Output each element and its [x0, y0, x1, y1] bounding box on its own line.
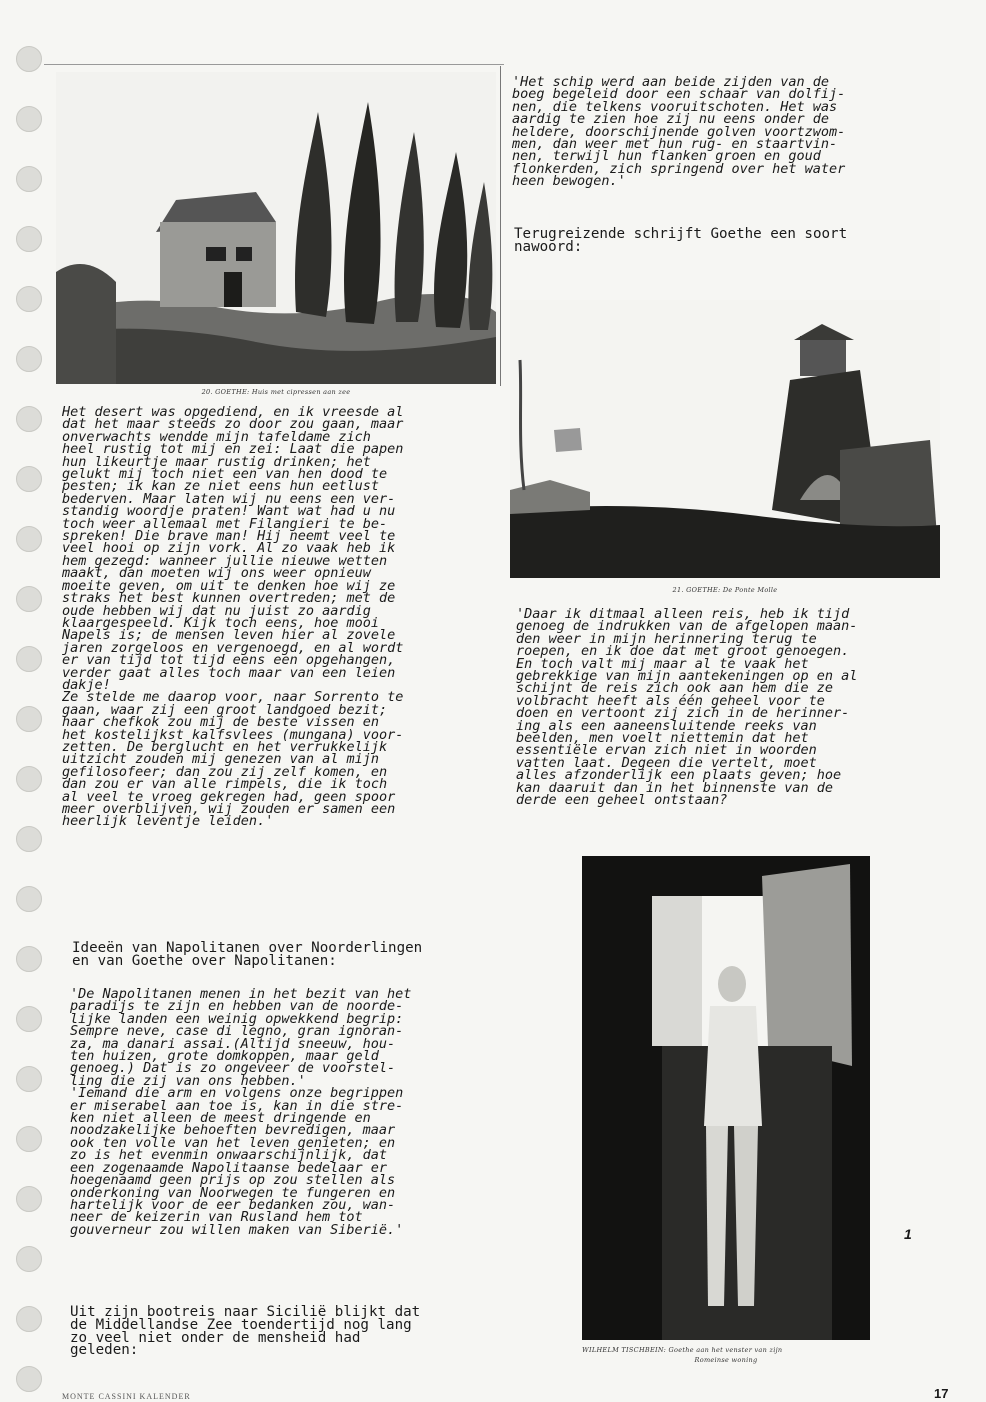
right-paragraph-1: 'Het schip werd aan beide zijden van de boeg begeleid door een schaar van dolfij- nen, die telkens vooruitschoten. Het was aardig te zien hoe zij nu eens onder de heldere, doorschijnende golven voortzwom- men, dan weer met hun rug- en staartvin- nen, terwijl hun flanken groen en goud flonkerden, zich springend over het water heen bewogen.'	[512, 74, 846, 190]
figure-house-cypresses	[56, 72, 496, 384]
column-rule	[500, 66, 501, 386]
left-paragraph-3: Uit zijn bootreis naar Sicilië blijkt dat de Middellandse Zee toendertijd nog lang zo veel niet onder de mensheid had geleden:	[70, 1304, 421, 1359]
right-paragraph-2: Terugreizende schrijft Goethe een soort nawoord:	[514, 226, 848, 255]
figure-goethe-window	[582, 856, 870, 1340]
left-paragraph-1: Het desert was opgediend, en ik vreesde al dat het maar steeds zo door zou gaan, maar onverwachts wendde mijn tafeldame zich heel rustig tot mij en zei: Laat die papen hun likeurtje maar rustig drinken; het gelukt mij toch niet een van hen dood te pesten; ik kan ze niet eens hun eetlust bederven. Maar laten wij nu eens een ver- standig woordje praten! Want wat had u nu toch weer allemaal met Filangieri te be- spreken! Die brave man! Hij neemt veel te veel hooi op zijn vork. Al zo vaak heb ik hem gezegd: wanneer jullie nieuwe wetten maakt, dan moeten wij ons weer opnieuw moeite geven, om uit te denken hoe wij ze straks het best kunnen overtreden; met de oude hebben wij dat nu juist zo aardig klaargespeeld. Kijk toch eens, hoe mooi Napels is; de mensen leven hier al zovele jaren zorgeloos en vergenoegd, en al wordt er van tijd tot tijd eens een opgehangen, verder gaat alles toch maar van een leien dakje! Ze stelde me daarop voor, naar Sorrento te gaan, waar zij een groot landgoed bezit; haar chefkok zou mij de beste vissen en het kostelijkst kalfsvlees (mungana) voor- zetten. De berglucht en het verrukkelijk uitzicht zouden mij genezen van al mijn gefilosofeer; dan zou zij zelf komen, en dan zou er van alle rimpels, die ik toch al veel te vroeg gekregen had, geen spoor meer overblijven, wij zouden er samen een heerlijk leventje leiden.'	[62, 404, 404, 830]
page-number: 17	[934, 1386, 949, 1401]
left-paragraph-2: 'De Napolitanen menen in het bezit van het paradijs te zijn en hebben van de noorde- lijke landen een weinig opwekkend begrip: Sempre neve, case di legno, gran ignoran- za, ma danari assai.(Altijd sneeuw, hou- ten huizen, grote domkoppen, maar geld genoeg.) Dat is zo ongeveer de voorstel- ling die zij van ons hebben.' 'Iemand die arm en volgens onze begrippen er miserabel aan toe is, kan in die stre- ken niet alleen de meest dringende en noodzakelijke behoeften bevredigen, maar ook ten volle van het leven genieten; en zo is het evenmin onwaarschijnlijk, dat een zogenaamde Napolitaanse bedelaar er hoegenaamd geen prijs op zou stellen als onderkoning van Noorwegen te fungeren en hartelijk voor de eer bedanken zou, wan- neer de keizerin van Rusland hem tot gouverneur zou willen maken van Siberië.'	[70, 986, 412, 1238]
footer-publication: MONTE CASSINI KALENDER	[62, 1392, 191, 1401]
left-heading: Ideeën van Napolitanen over Noorderlingen en van Goethe over Napolitanen:	[72, 940, 423, 969]
figure3-caption-line2: Romeinse woning	[694, 1356, 758, 1364]
top-rule	[44, 64, 504, 65]
figure1-caption: 20. GOETHE: Huis met cipressen aan zee	[201, 388, 351, 396]
figure2-caption: 21. GOETHE: De Ponte Molle	[672, 586, 778, 594]
binder-holes	[14, 30, 44, 1402]
figure-marker: 1	[904, 1226, 912, 1242]
figure-ponte-molle	[510, 300, 940, 578]
figure3-caption-line1: WILHELM TISCHBEIN: Goethe aan het venster van zijn	[582, 1346, 783, 1354]
right-paragraph-3: 'Daar ik ditmaal alleen reis, heb ik tijd genoeg de indrukken van de afgelopen maan- den weer in mijn herinnering terug te roepen, en ik doe dat met groot genoegen. En toch valt mij maar al te vaak het gebrekkige van mijn aantekeningen op en al schijnt de reis zich ook aan hem die ze volbracht heeft als één geheel voor te doen en vertoont zij zich in de herinner- ing als een aaneensluitende reeks van beelden, men voelt niettemin dat het essentiële ervan zich niet in woorden vatten laat. Degeen die vertelt, moet alles afzonderlijk een plaats geven; hoe kan daaruit dan in het binnenste van de derde een geheel ontstaan?	[516, 606, 858, 809]
